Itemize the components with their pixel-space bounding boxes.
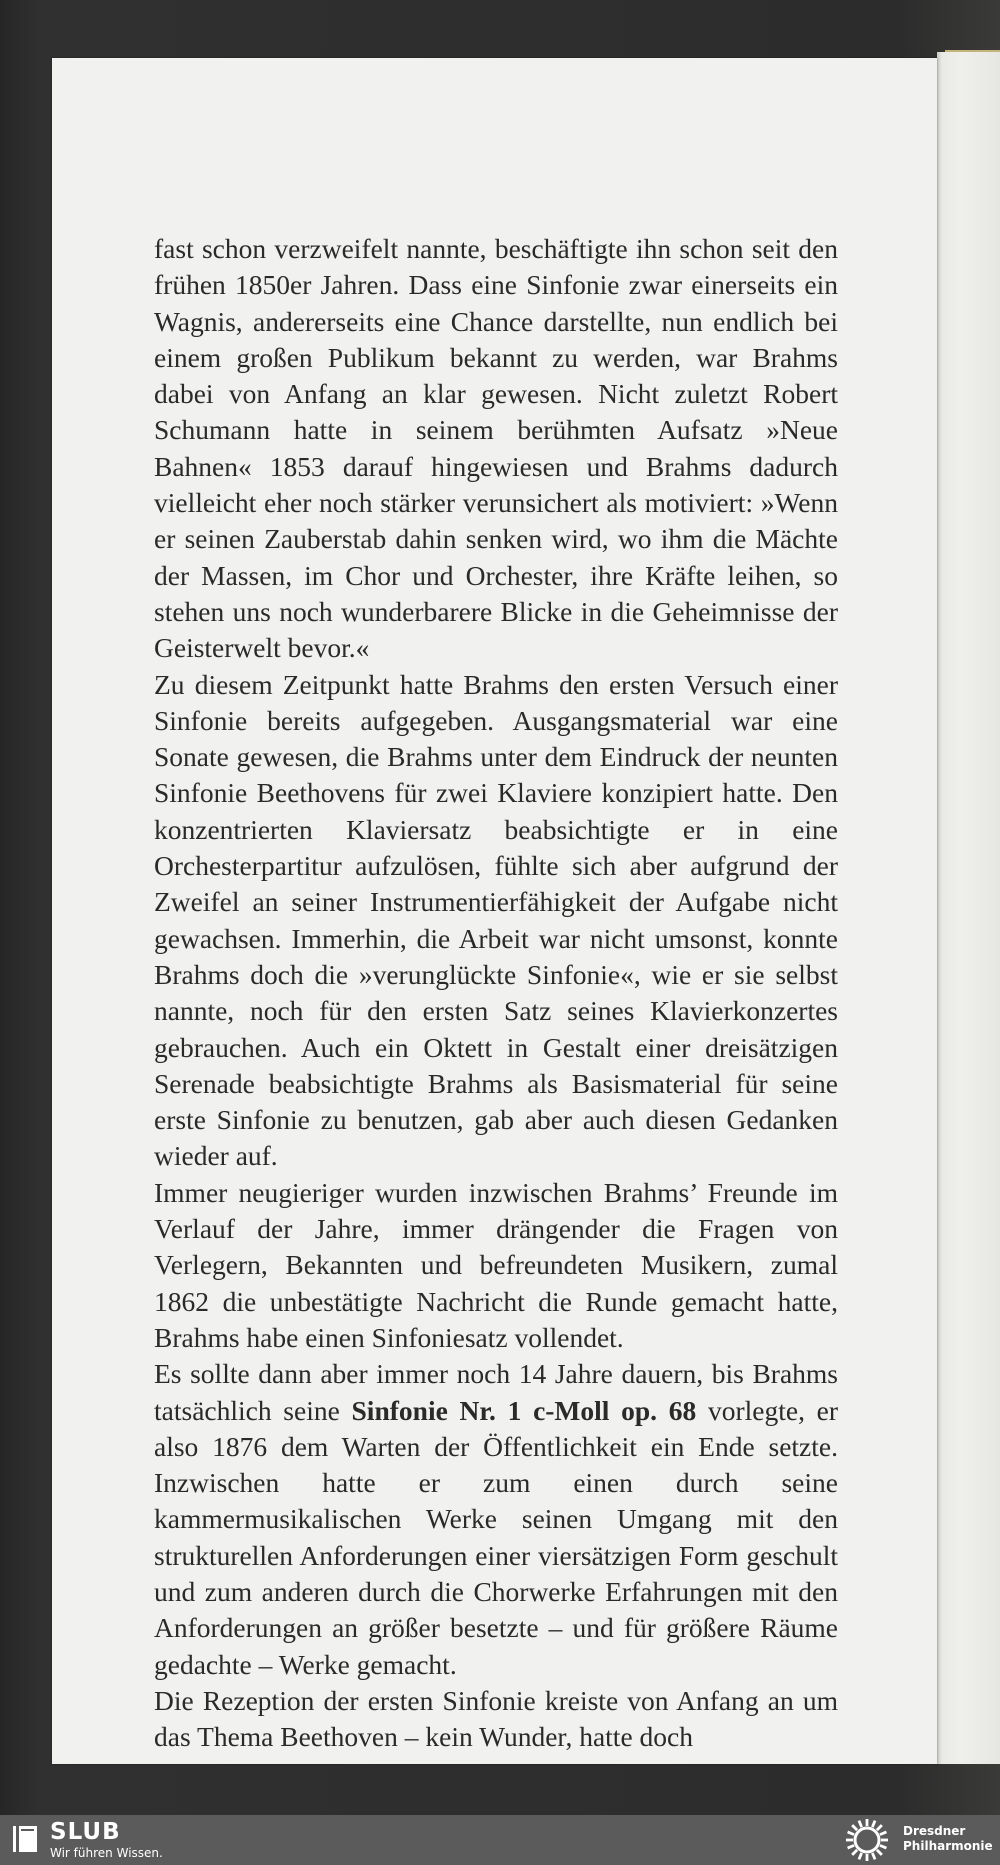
work-title: Sinfonie Nr. 1 c-Moll op. 68: [351, 1394, 697, 1426]
paragraph-2: [154, 667, 838, 1175]
text-run: fast schon verzweifelt nannte, beschäftigte ihn schon seit den frühen 1850er Jahren. Dass eine Sinfonie zwar einerseits ein Wagnis, andererseits eine Chance darstellte, nun endlich bei einem großen Publikum bekannt zu werden, war Brahms dabei von Anfang an klar gewesen. Nicht zuletzt Robert Schumann hatte in seinem berühmten Aufsatz »Neue Bahnen« 1853 darauf hingewiesen und Brahms dadurch vielleicht eher noch stärker verunsichert als motiviert: »Wenn er seinen Zauberstab dahin senken wird, wo ihm die Mächte der Massen, im Chor und Orchester, ihre Kräfte leihen, so stehen uns noch wunderbarere Blicke in die Geheimnisse der Geisterwelt bevor.«: [154, 233, 838, 664]
partner-name-line1: Dresdner: [903, 1824, 966, 1838]
partner-name[interactable]: [903, 1824, 993, 1854]
library-name[interactable]: SLUB: [50, 1819, 121, 1845]
paragraph-4: [154, 1356, 838, 1683]
footer-bar: [0, 1815, 1000, 1865]
body-text: [154, 231, 838, 1755]
text-run: vorlegte, er also 1876 dem Warten der Öffentlichkeit ein Ende setzte. Inzwischen hatte er zum einen durch seine kammermusikalischen Werke seinen Umgang mit den strukturellen Anforderungen einer viersätzigen Form geschult und zum anderen durch die Chorwerke Erfahrungen mit den Anforderungen an größer besetzte – und für größere Räume gedachte – Werke gemacht.: [154, 1394, 839, 1680]
library-tagline: Wir führen Wissen.: [50, 1846, 163, 1860]
text-run: Die Rezeption der ersten Sinfonie kreiste von Anfang an um das Thema Beethoven – kein Wunder, hatte doch: [154, 1684, 838, 1753]
paragraph-3: [154, 1175, 838, 1356]
text-run: Es sollte dann aber immer noch 14 Jahre dauern, bis Brahms tatsächlich seine: [154, 1358, 838, 1426]
slub-book-icon[interactable]: [12, 1824, 38, 1854]
next-page-edge: [937, 52, 1000, 1764]
text-run: Zu diesem Zeitpunkt hatte Brahms den ersten Versuch einer Sinfonie bereits aufgegeben. Ausgangsmaterial war eine Sonate gewesen, die Brahms unter dem Eindruck der neunten Sinfonie Beethovens für zwei Klaviere konzipiert hatte. Den konzentrierten Klaviersatz beabsichtigte er in eine Orchesterpartitur aufzulösen, fühlte sich aber aufgrund der Zweifel an seiner Instrumentierfähigkeit der Aufgabe nicht gewachsen. Immerhin, die Arbeit war nicht umsonst, konnte Brahms doch die »verunglückte Sinfonie«, wie er sie selbst nannte, noch für den ersten Satz seines Klavierkonzertes gebrauchen. Auch ein Oktett in Gestalt einer dreisätzigen Serenade beabsichtigte Brahms als Basismaterial für seine erste Sinfonie zu benutzen, gab aber auch diesen Gedanken wieder auf.: [154, 668, 838, 1172]
paragraph-1: [154, 231, 838, 667]
partner-name-line2: Philharmonie: [903, 1839, 993, 1853]
sunburst-icon[interactable]: [840, 1818, 894, 1862]
text-run: Immer neugieriger wurden inzwischen Brahms’ Freunde im Verlauf der Jahre, immer drängender die Fragen von Verlegern, Bekannten und befreundeten Musikern, zumal 1862 die unbestätigte Nachricht die Runde gemacht hatte, Brahms habe einen Sinfoniesatz vollendet.: [154, 1176, 838, 1353]
paragraph-5: [154, 1683, 838, 1756]
